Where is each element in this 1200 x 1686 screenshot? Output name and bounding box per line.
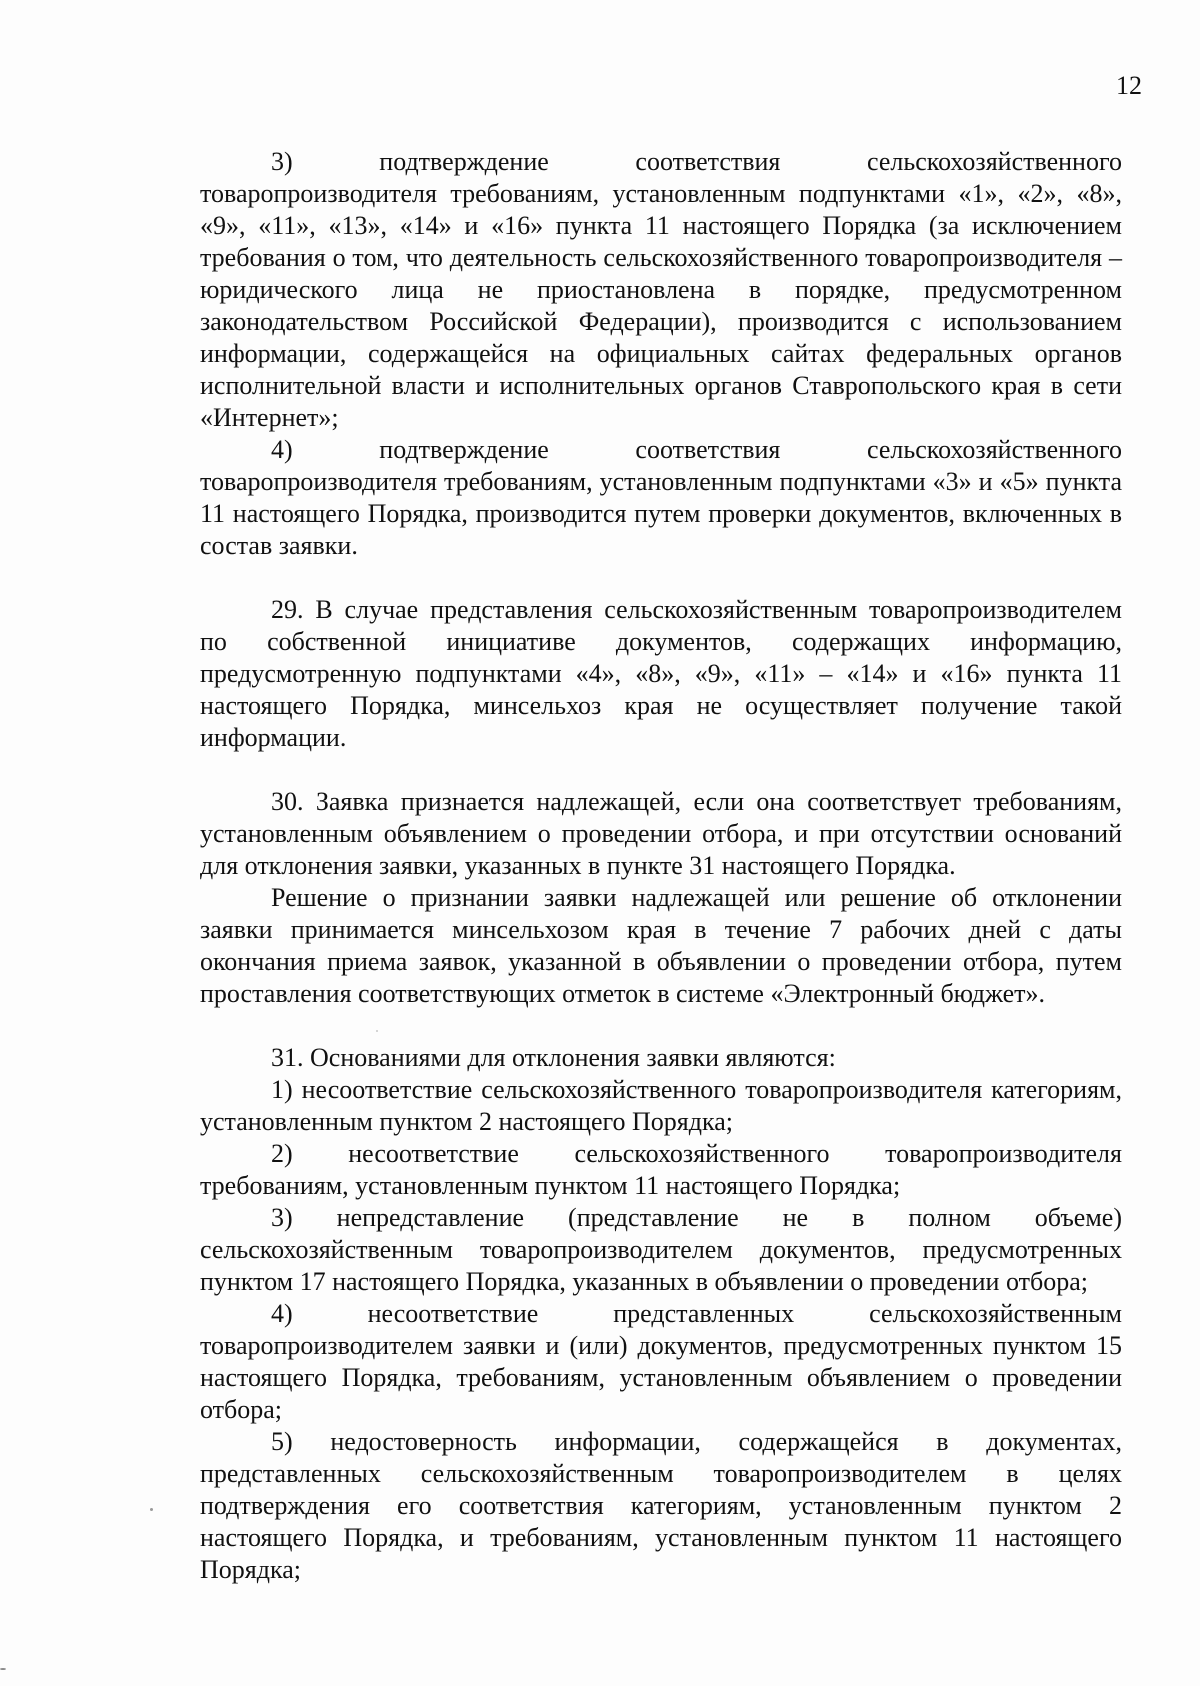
paragraph-29: 29. В случае представления сельскохозяйственным товаропроизводителем по собственной инициативе документов, содержащих информацию, предусмотренную подпунктами «4», «8», «9», «11» – «14» и «16» пункта 11 настоящего Порядка, минсельхоз края не осуществляет получение такой информации. [200, 595, 1122, 752]
scan-speck [376, 1030, 378, 1032]
paragraph-30-decision: Решение о признании заявки надлежащей или решение об отклонении заявки принимается минсельхозом края в течение 7 рабочих дней с даты окончания приема заявок, указанной в объявлении о проведении отбора, путем проставления соответствующих отметок в системе «Электронный бюджет». [200, 883, 1122, 1008]
document-body [200, 146, 1122, 1586]
paragraph-31-4: 4) несоответствие представленных сельскохозяйственным товаропроизводителем заявки и (или) документов, предусмотренных пунктом 15 настоящего Порядка, требованиям, установленным объявлением о проведении отбора; [200, 1299, 1122, 1424]
paragraph-31-heading: 31. Основаниями для отклонения заявки являются: [271, 1043, 836, 1072]
paragraph-31-3: 3) непредставление (представление не в полном объеме) сельскохозяйственным товаропроизводителем документов, предусмотренных пунктом 17 настоящего Порядка, указанных в объявлении о проведении отбора; [200, 1203, 1122, 1296]
scan-speck [0, 1668, 6, 1670]
scan-speck [150, 1508, 153, 1511]
paragraph-28-4: 4) подтверждение соответствия сельскохозяйственного товаропроизводителя требованиям, установленным подпунктами «3» и «5» пункта 11 настоящего Порядка, производится путем проверки документов, включенных в состав заявки. [200, 435, 1122, 560]
paragraph-28-3: 3) подтверждение соответствия сельскохозяйственного товаропроизводителя требованиям, установленным подпунктами «1», «2», «8», «9», «11», «13», «14» и «16» пункта 11 настоящего Порядка (за исключением требования о том, что деятельность сельскохозяйственного товаропроизводителя – юридического лица не приостановлена в порядке, предусмотренном законодательством Российской Федерации), производится с использованием информации, содержащейся на официальных сайтах федеральных органов исполнительной власти и исполнительных органов Ставропольского края в сети «Интернет»; [200, 147, 1122, 432]
paragraph-31-2: 2) несоответствие сельскохозяйственного товаропроизводителя требованиям, установленным пунктом 11 настоящего Порядка; [200, 1139, 1122, 1200]
page-number: 12 [1116, 71, 1142, 100]
paragraph-30: 30. Заявка признается надлежащей, если она соответствует требованиям, установленным объявлением о проведении отбора, и при отсутствии оснований для отклонения заявки, указанных в пункте 31 настоящего Порядка. [200, 787, 1122, 880]
paragraph-31-5: 5) недостоверность информации, содержащейся в документах, представленных сельскохозяйственным товаропроизводителем в целях подтверждения его соответствия категориям, установленным пунктом 2 настоящего Порядка, и требованиям, установленным пунктом 11 настоящего Порядка; [200, 1427, 1122, 1584]
paragraph-31-1: 1) несоответствие сельскохозяйственного товаропроизводителя категориям, установленным пунктом 2 настоящего Порядка; [200, 1075, 1122, 1136]
